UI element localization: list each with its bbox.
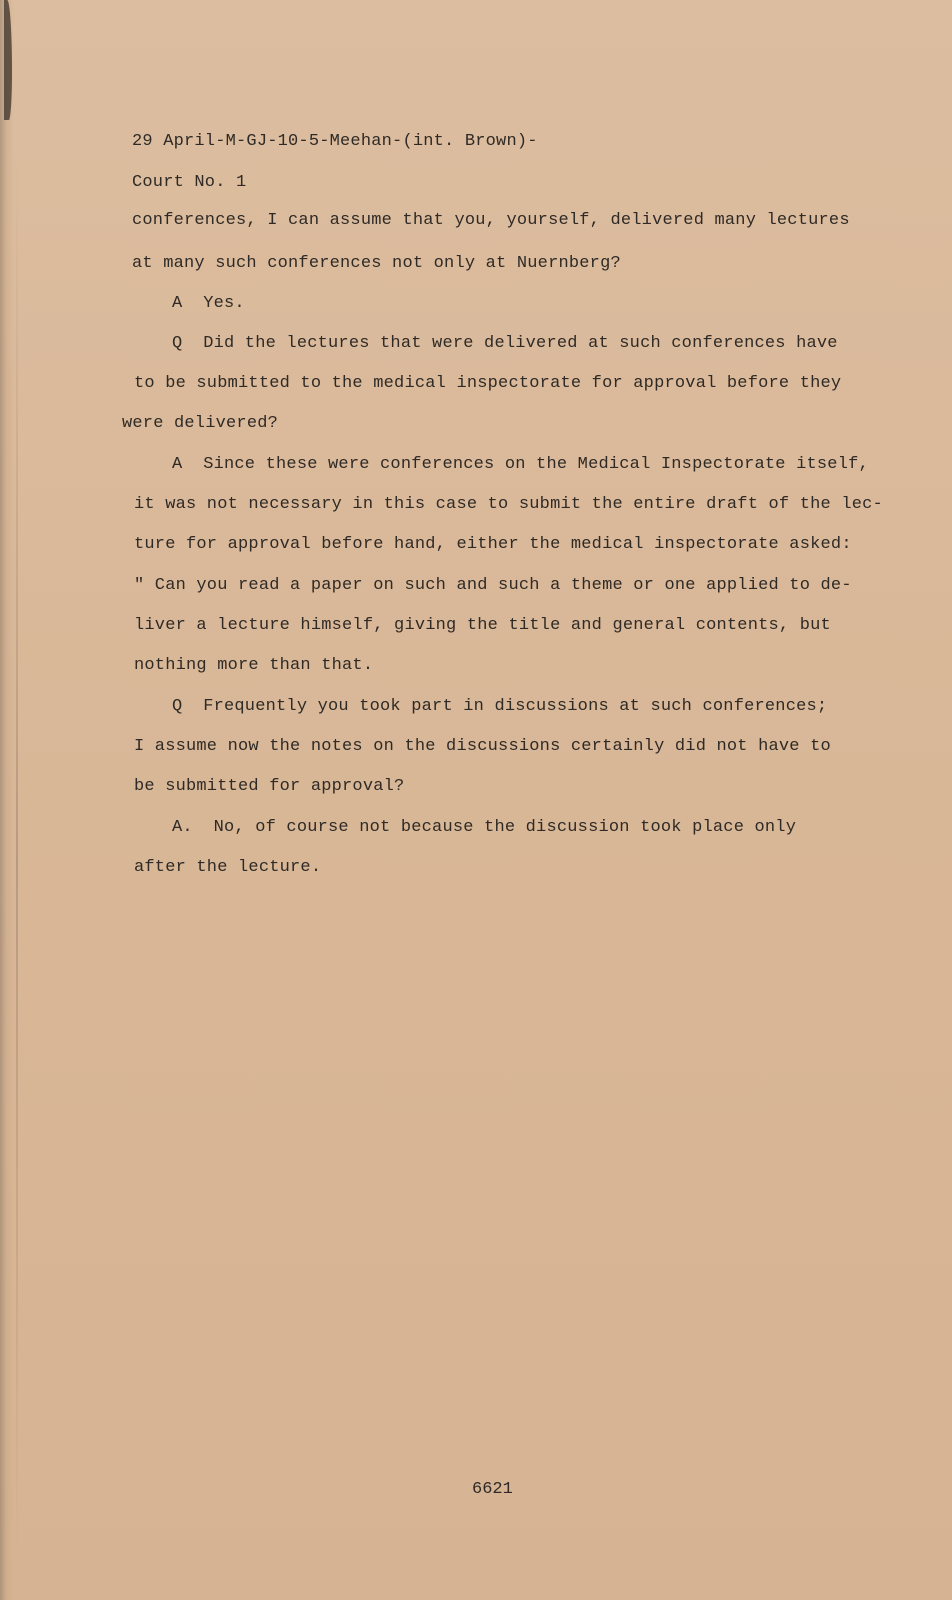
body-line: were delivered? — [122, 414, 279, 433]
body-line: conferences, I can assume that you, yourself, delivered many lectures — [132, 211, 850, 230]
paper-left-edge — [0, 0, 14, 1600]
body-line: nothing more than that. — [134, 656, 374, 675]
court-line: Court No. 1 — [132, 173, 247, 192]
body-line: be submitted for approval? — [134, 777, 405, 796]
paper-fold-line — [16, 160, 18, 1560]
body-line: Q Frequently you took part in discussions at such conferences; — [172, 697, 828, 716]
body-line: A Yes. — [172, 294, 245, 313]
body-line: it was not necessary in this case to submit the entire draft of the lec- — [134, 495, 883, 514]
body-line: after the lecture. — [134, 858, 322, 877]
body-line: " Can you read a paper on such and such a theme or one applied to de- — [134, 576, 852, 595]
body-line: A. No, of course not because the discussion took place only — [172, 818, 797, 837]
body-line: at many such conferences not only at Nuernberg? — [132, 254, 621, 273]
body-line: ture for approval before hand, either the medical inspectorate asked: — [134, 535, 852, 554]
body-line: A Since these were conferences on the Medical Inspectorate itself, — [172, 455, 869, 474]
body-line: to be submitted to the medical inspectorate for approval before they — [134, 374, 842, 393]
page-number: 6621 — [472, 1480, 513, 1499]
body-line: Q Did the lectures that were delivered at such conferences have — [172, 334, 838, 353]
header-line: 29 April-M-GJ-10-5-Meehan-(int. Brown)- — [132, 132, 538, 151]
body-line: liver a lecture himself, giving the title and general contents, but — [134, 616, 831, 635]
body-line: I assume now the notes on the discussions certainly did not have to — [134, 737, 831, 756]
